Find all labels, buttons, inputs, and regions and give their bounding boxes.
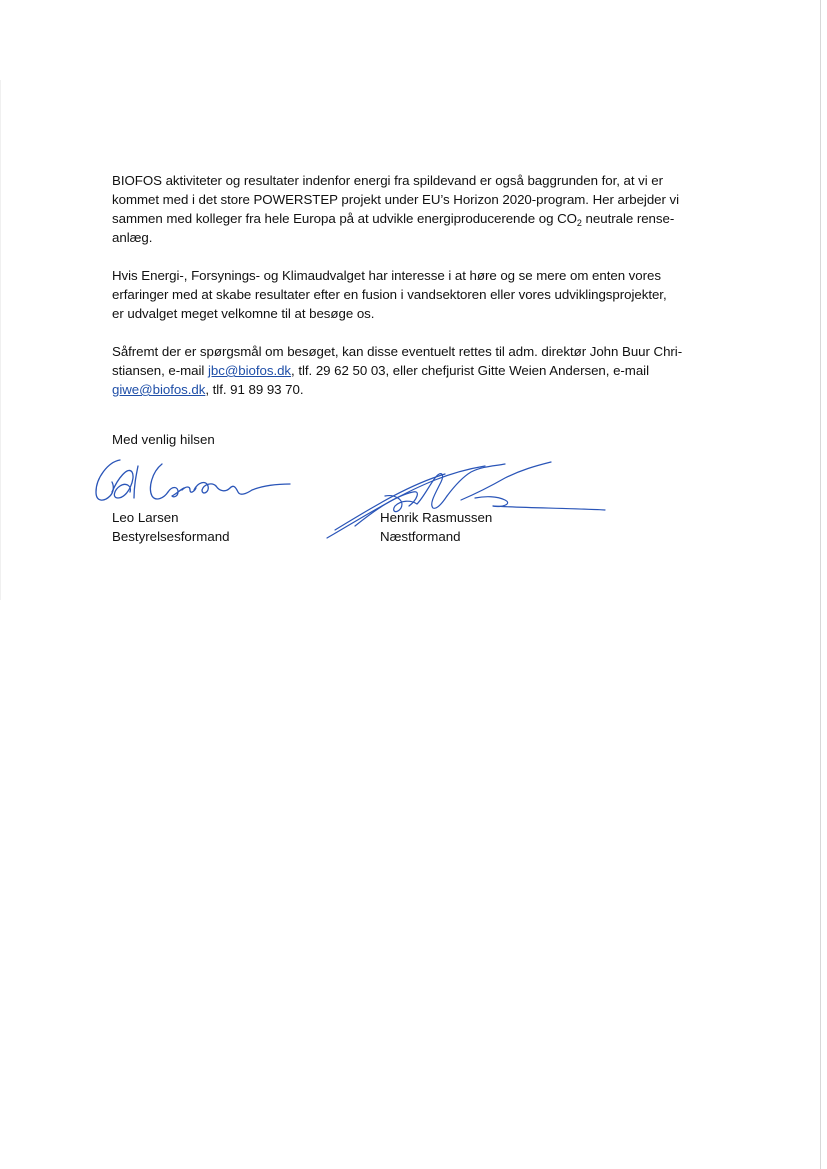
paragraph-line [112, 361, 712, 380]
paragraph-line: kommet med i det store POWERSTEP projekt under EU’s Horizon 2020-program. Her arbejder vi [112, 192, 680, 207]
closing-salutation: Med venlig hilsen [112, 432, 215, 447]
paragraph-powerstep [112, 171, 712, 247]
letter-body [112, 171, 712, 418]
paragraph-line: BIOFOS aktiviteter og resultater indenfor energi fra spildevand er også baggrunden for, at vi er [112, 173, 664, 188]
signatory-name: Henrik Rasmussen [380, 510, 493, 525]
paragraph-line: Hvis Energi-, Forsynings- og Klimaudvalget har interesse i at høre og se mere om enten vores [112, 268, 661, 283]
signatory-title: Bestyrelsesformand [112, 529, 230, 544]
paragraph-line: er udvalget meget velkomne til at besøge os. [112, 306, 375, 321]
paragraph-line [112, 380, 712, 399]
signatory-right [380, 508, 492, 546]
page-edge-right [820, 0, 821, 1169]
signatory-name: Leo Larsen [112, 510, 179, 525]
email-link-jbc[interactable]: jbc@biofos.dk [207, 363, 292, 378]
signatory-title: Næstformand [380, 529, 461, 544]
paragraph-line: anlæg. [112, 230, 153, 245]
paragraph-invitation [112, 266, 712, 323]
paragraph-line [112, 209, 712, 228]
page-edge-left [0, 80, 1, 600]
signatory-left [112, 508, 230, 546]
line-text: neutrale rense- [581, 211, 675, 226]
subscript-2: 2 [576, 218, 582, 228]
paragraph-contact [112, 342, 712, 399]
signature-leo-larsen [90, 452, 300, 514]
paragraph-line: erfaringer med at skabe resultater efter en fusion i vandsektoren eller vores udviklingsprojekter, [112, 287, 667, 302]
line-text: , tlf. 29 62 50 03, eller chefjurist Gitte Weien Andersen, e-mail [291, 363, 649, 378]
line-text: sammen med kolleger fra hele Europa på at udvikle energiproducerende og CO [112, 211, 577, 226]
line-text: , tlf. 91 89 93 70. [205, 382, 304, 397]
line-text: stiansen, e-mail [112, 363, 208, 378]
email-link-giwe[interactable]: giwe@biofos.dk [112, 382, 206, 397]
paragraph-line: Såfremt der er spørgsmål om besøget, kan disse eventuelt rettes til adm. direktør John Buur Chri- [112, 344, 683, 359]
